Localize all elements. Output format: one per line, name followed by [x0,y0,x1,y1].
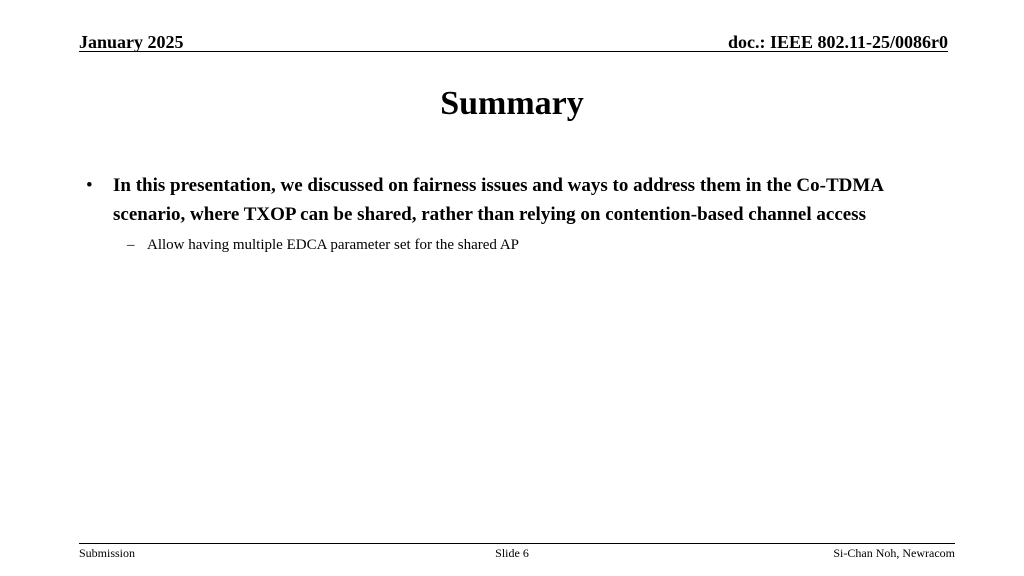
sub-bullet-dash-icon: – [127,237,135,253]
slide-body [86,171,936,255]
sub-bullet-item [86,235,936,255]
header-doc-id: doc.: IEEE 802.11-25/0086r0 [727,32,948,52]
bullet-dot-icon: • [86,175,93,196]
bullet-text: In this presentation, we discussed on fairness issues and ways to address them in the Co-TDMA scenario, where TXOP can be shared, rather than relying on contention-based channel access [113,175,883,225]
header-divider [79,51,948,52]
sub-bullet-text: Allow having multiple EDCA parameter set for the shared AP [147,237,520,253]
footer-divider [79,543,955,544]
footer-slide-number: Slide 6 [495,546,529,560]
footer-author: Si-Chan Noh, Newracom [833,546,955,560]
slide-title: Summary [440,85,584,122]
header-date: January 2025 [79,32,184,52]
bullet-item [86,171,936,229]
footer-submission: Submission [79,546,136,560]
